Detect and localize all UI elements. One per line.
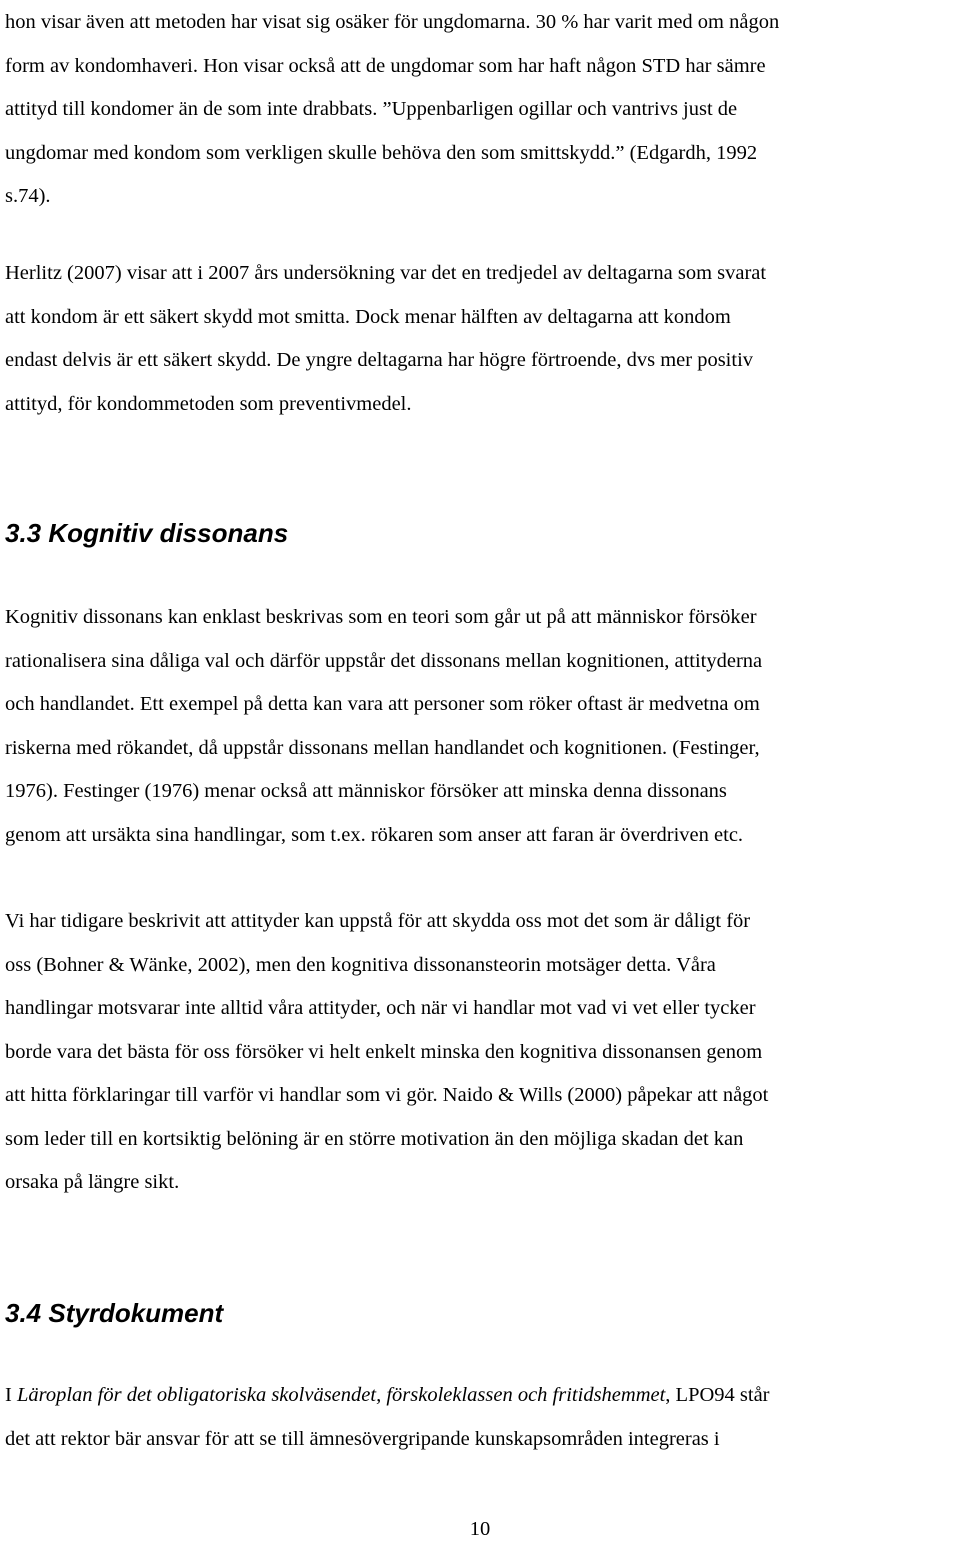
text-line: ungdomar med kondom som verkligen skulle behöva den som smittskydd.” (Edgardh, 1992 bbox=[5, 141, 758, 164]
text-line: genom att ursäkta sina handlingar, som t.ex. rökaren som anser att faran är överdriven etc. bbox=[5, 823, 744, 846]
section-heading-3-3: 3.3 Kognitiv dissonans bbox=[5, 518, 289, 548]
text-line: Kognitiv dissonans kan enklast beskrivas som en teori som går ut på att människor försöker bbox=[5, 606, 757, 628]
text-line: rationalisera sina dåliga val och därför uppstår det dissonans mellan kognitionen, attityderna bbox=[5, 649, 763, 672]
curriculum-title: Läroplan för det obligatoriska skolväsendet, förskoleklassen och fritidshemmet bbox=[16, 1384, 666, 1406]
text-line: som leder till en kortsiktig belöning är en större motivation än den möjliga skadan det kan bbox=[5, 1127, 744, 1150]
text-line: oss (Bohner & Wänke, 2002), men den kognitiva dissonansteorin motsäger detta. Våra bbox=[5, 953, 716, 976]
text-line: borde vara det bästa för oss försöker vi helt enkelt minska den kognitiva dissonansen genom bbox=[5, 1040, 763, 1063]
paragraph-herlitz-2007 bbox=[5, 252, 955, 426]
text-fragment: , LPO94 står bbox=[665, 1384, 770, 1406]
text-line: handlingar motsvarar inte alltid våra attityder, och när vi handlar mot vad vi vet eller tycker bbox=[5, 997, 756, 1019]
text-line: Herlitz (2007) visar att i 2007 års undersökning var det en tredjedel av deltagarna som svarat bbox=[5, 262, 767, 284]
text-line: endast delvis är ett säkert skydd. De yngre deltagarna har högre förtroende, dvs mer positiv bbox=[5, 349, 754, 371]
text-line: att kondom är ett säkert skydd mot smitta. Dock menar hälften av deltagarna att kondom bbox=[5, 305, 731, 328]
text-line: det att rektor bär ansvar för att se till ämnesövergripande kunskapsområden integreras i bbox=[5, 1427, 720, 1450]
text-line: 1976). Festinger (1976) menar också att människor försöker att minska denna dissonans bbox=[5, 780, 727, 802]
paragraph-condom-attitudes bbox=[5, 1, 955, 219]
page-number: 10 bbox=[469, 1518, 491, 1540]
text-line: att hitta förklaringar till varför vi handlar som vi gör. Naido & Wills (2000) påpekar att något bbox=[5, 1084, 769, 1106]
paragraph-cognitive-dissonance bbox=[5, 596, 955, 857]
paragraph-curriculum bbox=[5, 1374, 955, 1461]
section-heading-3-4: 3.4 Styrdokument bbox=[5, 1298, 224, 1328]
text-line bbox=[5, 1374, 955, 1418]
paragraph-attitudes-and-actions bbox=[5, 900, 955, 1205]
text-fragment: I bbox=[5, 1384, 17, 1406]
text-line: s.74). bbox=[5, 185, 51, 207]
text-line: riskerna med rökandet, då uppstår dissonans mellan handlandet och kognitionen. (Festinger, bbox=[5, 736, 760, 759]
text-line: form av kondomhaveri. Hon visar också att de ungdomar som har haft någon STD har sämre bbox=[5, 54, 766, 77]
text-line: Vi har tidigare beskrivit att attityder kan uppstå för att skydda oss mot det som är dåligt för bbox=[5, 910, 751, 932]
text-line: orsaka på längre sikt. bbox=[5, 1171, 180, 1193]
text-line: attityd till kondomer än de som inte drabbats. ”Uppenbarligen ogillar och vantrivs just de bbox=[5, 98, 738, 120]
text-line: attityd, för kondommetoden som preventivmedel. bbox=[5, 392, 412, 415]
text-line: och handlandet. Ett exempel på detta kan vara att personer som röker oftast är medvetna om bbox=[5, 693, 760, 715]
text-line: hon visar även att metoden har visat sig osäker för ungdomarna. 30 % har varit med om någon bbox=[5, 11, 780, 33]
